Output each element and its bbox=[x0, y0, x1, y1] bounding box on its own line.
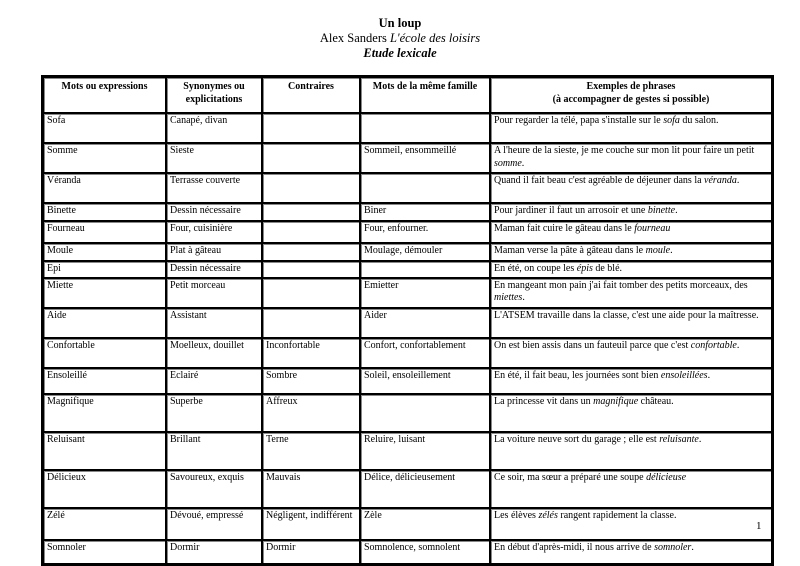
example-text-end: . bbox=[691, 541, 694, 553]
cell-family: Somnolence, somnolent bbox=[360, 540, 490, 564]
cell-opposites bbox=[262, 113, 360, 143]
cell-word: Magnifique bbox=[43, 394, 166, 432]
example-keyword: somnoler bbox=[654, 541, 692, 553]
column-header-examples-note: (à accompagner de gestes si possible) bbox=[552, 93, 710, 105]
example-text-end: du salon. bbox=[679, 115, 719, 126]
table-row bbox=[43, 368, 772, 394]
cell-word: Moule bbox=[43, 243, 166, 261]
example-text-end: . bbox=[698, 433, 702, 445]
cell-family: Four, enfourner. bbox=[360, 221, 490, 243]
example-text: La voiture neuve sort du garage ; elle est bbox=[494, 433, 660, 445]
cell-synonyms: Brillant bbox=[166, 432, 262, 470]
table-row bbox=[43, 243, 772, 261]
example-keyword: zélés bbox=[538, 509, 558, 521]
table-header-row bbox=[43, 77, 772, 113]
table-row bbox=[43, 540, 772, 564]
cell-example bbox=[490, 432, 772, 470]
example-text: Les élèves bbox=[494, 509, 539, 521]
example-keyword: moule bbox=[645, 245, 671, 256]
example-text: A l'heure de la sieste, je me couche sur mon lit pour faire un petit bbox=[494, 145, 755, 156]
book-reference bbox=[0, 31, 800, 46]
cell-opposites: Affreux bbox=[262, 394, 360, 432]
cell-word: Sofa bbox=[43, 113, 166, 143]
cell-word: Somnoler bbox=[43, 540, 166, 564]
example-text: Pour regarder la télé, papa s'installe sur le bbox=[494, 115, 664, 126]
cell-word: Délicieux bbox=[43, 470, 166, 508]
example-keyword: magnifique bbox=[593, 395, 639, 407]
cell-synonyms: Superbe bbox=[166, 394, 262, 432]
example-text-end: . bbox=[736, 339, 740, 351]
cell-synonyms: Dessin nécessaire bbox=[166, 261, 262, 278]
example-text: En été, on coupe les bbox=[494, 263, 577, 274]
cell-synonyms: Dessin nécessaire bbox=[166, 203, 262, 221]
cell-example bbox=[490, 113, 772, 143]
cell-opposites: Inconfortable bbox=[262, 338, 360, 368]
example-text-end: . bbox=[521, 157, 525, 169]
cell-opposites: Mauvais bbox=[262, 470, 360, 508]
cell-example bbox=[490, 203, 772, 221]
document-header bbox=[0, 16, 800, 61]
cell-example bbox=[490, 508, 772, 540]
cell-word: Somme bbox=[43, 143, 166, 173]
cell-example bbox=[490, 278, 772, 308]
table-row bbox=[43, 203, 772, 221]
example-keyword: délicieuse bbox=[646, 471, 687, 483]
example-text: L'ATSEM travaille dans la classe, c'est une aide pour la maîtresse. bbox=[494, 309, 759, 321]
cell-opposites: Sombre bbox=[262, 368, 360, 394]
cell-word: Reluisant bbox=[43, 432, 166, 470]
example-text: En début d'après-midi, il nous arrive de bbox=[494, 541, 655, 553]
cell-family: Soleil, ensoleillement bbox=[360, 368, 490, 394]
table-row bbox=[43, 508, 772, 540]
cell-family bbox=[360, 261, 490, 278]
cell-synonyms: Sieste bbox=[166, 143, 262, 173]
table-row bbox=[43, 278, 772, 308]
cell-opposites bbox=[262, 221, 360, 243]
example-text: Maman fait cuire le gâteau dans le bbox=[494, 223, 635, 234]
cell-word: Confortable bbox=[43, 338, 166, 368]
cell-word: Epi bbox=[43, 261, 166, 278]
example-keyword: confortable bbox=[690, 339, 737, 351]
example-keyword: sofa bbox=[663, 115, 680, 126]
cell-family: Reluire, luisant bbox=[360, 432, 490, 470]
column-header-words: Mots ou expressions bbox=[43, 77, 166, 113]
cell-synonyms: Terrasse couverte bbox=[166, 173, 262, 203]
example-text: Quand il fait beau c'est agréable de déjeuner dans la bbox=[494, 175, 705, 186]
table-row bbox=[43, 394, 772, 432]
cell-synonyms: Savoureux, exquis bbox=[166, 470, 262, 508]
cell-family bbox=[360, 394, 490, 432]
example-keyword: épis bbox=[576, 263, 593, 274]
cell-family: Emietter bbox=[360, 278, 490, 308]
cell-family: Confort, confortablement bbox=[360, 338, 490, 368]
cell-opposites bbox=[262, 243, 360, 261]
example-text: On est bien assis dans un fauteuil parce que c'est bbox=[494, 339, 691, 351]
cell-word: Zélé bbox=[43, 508, 166, 540]
table-row bbox=[43, 173, 772, 203]
cell-example bbox=[490, 394, 772, 432]
example-text: En mangeant mon pain j'ai fait tomber des petits morceaux, des bbox=[494, 279, 748, 291]
cell-opposites: Dormir bbox=[262, 540, 360, 564]
cell-family bbox=[360, 173, 490, 203]
cell-synonyms: Eclairé bbox=[166, 368, 262, 394]
column-header-examples-title: Exemples de phrases bbox=[586, 81, 676, 92]
cell-example bbox=[490, 308, 772, 338]
cell-example bbox=[490, 470, 772, 508]
example-text: En été, il fait beau, les journées sont bien bbox=[494, 369, 661, 381]
cell-example bbox=[490, 143, 772, 173]
cell-family: Aider bbox=[360, 308, 490, 338]
cell-family: Zèle bbox=[360, 508, 490, 540]
column-header-examples bbox=[490, 77, 772, 113]
publisher: L'école des loisirs bbox=[389, 31, 481, 45]
cell-family bbox=[360, 113, 490, 143]
lexical-table bbox=[41, 75, 774, 566]
table-row bbox=[43, 470, 772, 508]
cell-synonyms: Dormir bbox=[166, 540, 262, 564]
cell-synonyms: Dévoué, empressé bbox=[166, 508, 262, 540]
example-keyword: somme bbox=[494, 157, 522, 169]
cell-opposites bbox=[262, 203, 360, 221]
example-text-end: château. bbox=[638, 395, 674, 407]
cell-opposites: Négligent, indifférent bbox=[262, 508, 360, 540]
column-header-synonyms: Synonymes ou explicitations bbox=[166, 77, 262, 113]
cell-opposites: Terne bbox=[262, 432, 360, 470]
example-text: Ce soir, ma sœur a préparé une soupe bbox=[494, 471, 647, 483]
table-row bbox=[43, 113, 772, 143]
cell-word: Ensoleillé bbox=[43, 368, 166, 394]
example-text-end: . bbox=[736, 175, 740, 186]
table-row bbox=[43, 308, 772, 338]
example-keyword: ensoleillées bbox=[660, 369, 708, 381]
table-row bbox=[43, 338, 772, 368]
cell-family: Sommeil, ensommeillé bbox=[360, 143, 490, 173]
table-row bbox=[43, 143, 772, 173]
example-text: Pour jardiner il faut un arrosoir et une bbox=[494, 205, 648, 216]
example-text-end: . bbox=[707, 369, 711, 381]
cell-opposites bbox=[262, 261, 360, 278]
cell-word: Binette bbox=[43, 203, 166, 221]
cell-example bbox=[490, 261, 772, 278]
document-subtitle: Etude lexicale bbox=[363, 46, 437, 60]
example-text-end: . bbox=[675, 205, 678, 216]
cell-example bbox=[490, 338, 772, 368]
cell-family: Biner bbox=[360, 203, 490, 221]
cell-synonyms: Canapé, divan bbox=[166, 113, 262, 143]
example-text-end: rangent rapidement la classe. bbox=[557, 509, 677, 521]
cell-example bbox=[490, 540, 772, 564]
example-text-end: de blé. bbox=[592, 263, 623, 274]
cell-family: Délice, délicieusement bbox=[360, 470, 490, 508]
example-keyword: binette bbox=[647, 205, 676, 216]
cell-synonyms: Four, cuisinière bbox=[166, 221, 262, 243]
cell-synonyms: Moelleux, douillet bbox=[166, 338, 262, 368]
column-header-opposites: Contraires bbox=[262, 77, 360, 113]
cell-example bbox=[490, 221, 772, 243]
table-row bbox=[43, 432, 772, 470]
example-text: Maman verse la pâte à gâteau dans le bbox=[494, 245, 646, 256]
table-row bbox=[43, 221, 772, 243]
cell-opposites bbox=[262, 143, 360, 173]
cell-example bbox=[490, 243, 772, 261]
cell-word: Miette bbox=[43, 278, 166, 308]
cell-word: Fourneau bbox=[43, 221, 166, 243]
example-keyword: reluisante bbox=[659, 433, 699, 445]
cell-word: Aide bbox=[43, 308, 166, 338]
cell-word: Véranda bbox=[43, 173, 166, 203]
cell-example bbox=[490, 368, 772, 394]
cell-example bbox=[490, 173, 772, 203]
cell-opposites bbox=[262, 278, 360, 308]
table-row bbox=[43, 261, 772, 278]
cell-synonyms: Plat à gâteau bbox=[166, 243, 262, 261]
example-keyword: miettes bbox=[494, 292, 523, 303]
cell-opposites bbox=[262, 173, 360, 203]
cell-family: Moulage, démouler bbox=[360, 243, 490, 261]
example-text-end: . bbox=[522, 292, 525, 303]
author: Alex Sanders bbox=[319, 31, 387, 45]
cell-opposites bbox=[262, 308, 360, 338]
example-keyword: véranda bbox=[704, 175, 737, 186]
cell-synonyms: Assistant bbox=[166, 308, 262, 338]
cell-synonyms: Petit morceau bbox=[166, 278, 262, 308]
document-title: Un loup bbox=[378, 16, 422, 30]
column-header-family: Mots de la même famille bbox=[360, 77, 490, 113]
example-keyword: fourneau bbox=[634, 223, 671, 234]
example-text-end: . bbox=[670, 245, 673, 256]
example-text: La princesse vit dans un bbox=[494, 395, 594, 407]
page-number: 1 bbox=[756, 520, 762, 532]
